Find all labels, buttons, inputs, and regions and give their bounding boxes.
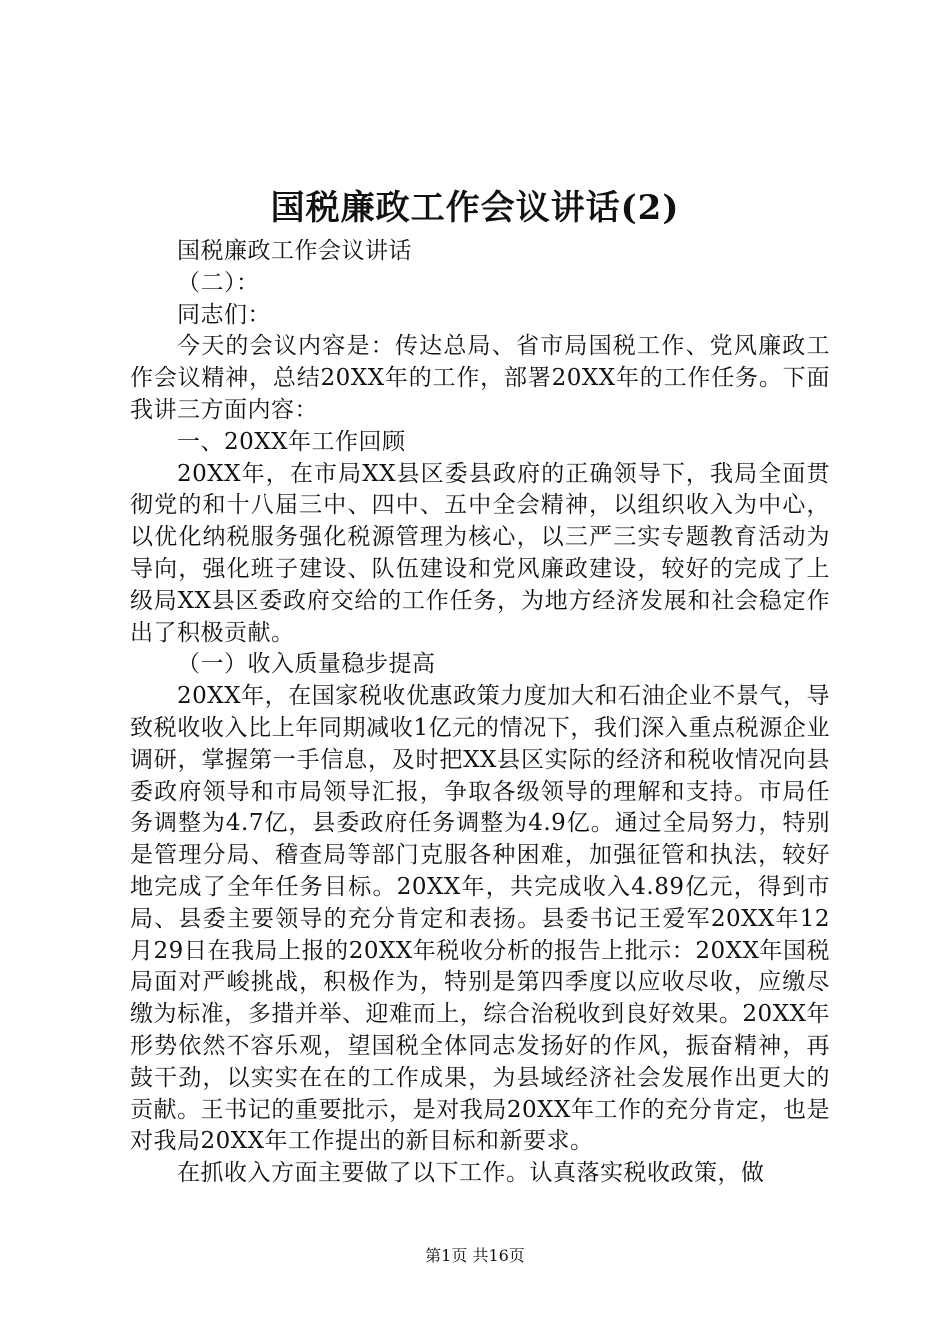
document-title: 国税廉政工作会议讲话(2) [270, 188, 680, 228]
paragraph-revenue-work: 在抓收入方面主要做了以下工作。认真落实税收政策，做 [177, 1160, 765, 1187]
paragraph-revenue-detail: 20XX年，在国家税收优惠政策力度加大和石油企业不景气，导致税收收入比上年同期减收1亿元的情况下，我们深入重点税源企业调研，掌握第一手信息，及时把XX县区实际的经济和税收情况向县委政府领导和市局领导汇报，争取各级领导的理解和支持。市局任务调整为4.7亿，县委政府任务调整为4.9亿。通过全局努力，特别是管理分局、稽查局等部门克服各种困难，加强征管和执法，较好地完成了全年任务目标。20XX年，共完成收入4.89亿元，得到市局、县委主要领导的充分肯定和表扬。县委书记王爱军20XX年12月29日在我局上报的20XX年税收分析的报告上批示：20XX年国税局面对严峻挑战，积极作为，特别是第四季度以应收尽收，应缴尽缴为标准，多措并举、迎难而上，综合治税收到良好效果。20XX年形势依然不容乐观，望国税全体同志发扬好的作风，振奋精神，再鼓干劲，以实实在在的工作成果，为县域经济社会发展作出更大的贡献。王书记的重要批示，是对我局20XX年工作的充分肯定，也是对我局20XX年工作提出的新目标和新要求。 [130, 683, 830, 1155]
paragraph-part-number: （二）： [177, 269, 260, 296]
page-number: 第1页 共16页 [425, 1246, 525, 1265]
paragraph-review-summary: 20XX年，在市局XX县区委县政府的正确领导下，我局全面贯彻党的和十八届三中、四中、五中全会精神，以组织收入为中心，以优化纳税服务强化税源管理为核心，以三严三实专题教育活动为导向，强化班子建设、队伍建设和党风廉政建设，较好的完成了上级局XX县区委政府交给的工作任务，为地方经济发展和社会稳定作出了积极贡献。 [130, 460, 830, 646]
document-body [130, 236, 830, 1190]
section-heading-review: 一、20XX年工作回顾 [177, 428, 406, 455]
subsection-heading-revenue: （一）收入质量稳步提高 [177, 651, 436, 678]
paragraph-salutation: 同志们： [177, 301, 271, 328]
paragraph-subtitle: 国税廉政工作会议讲话 [177, 238, 412, 264]
paragraph-intro: 今天的会议内容是：传达总局、省市局国税工作、党风廉政工作会议精神，总结20XX年的工作，部署20XX年的工作任务。下面我讲三方面内容： [130, 333, 830, 423]
